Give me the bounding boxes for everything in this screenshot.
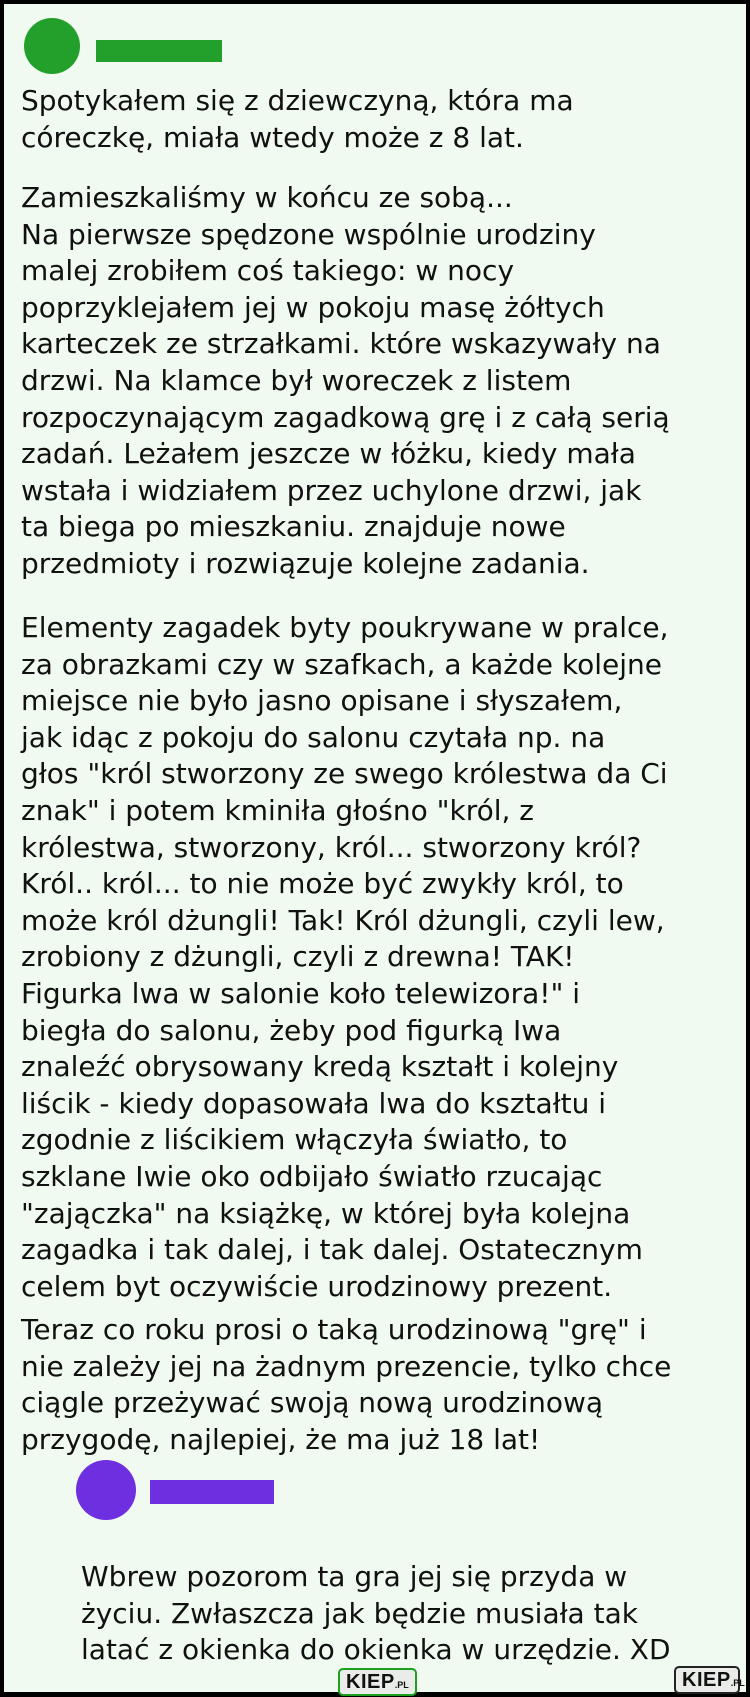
kiep-logo-center bbox=[338, 1668, 417, 1696]
kiep-logo-center-main: KIEP bbox=[346, 1671, 395, 1693]
meme-frame bbox=[4, 4, 746, 1692]
kiep-logo-right-main: KIEP bbox=[682, 1669, 731, 1691]
post-paragraph-3: Elementy zagadek byty poukrywane w pralce, za obrazkami czy w szafkach, a każde kolejne miejsce nie było jasno opisane i słyszałem, jak idąc z pokoju do salonu czytała np. na głos "król stworzony ze swego królestwa da Ci znak" i potem kminiła głośno "król, z królestwa, stworzony, król... stworzony król? Król.. król... to nie może być zwykły król, to może król dżungli! Tak! Król dżungli, czyli lew, zrobiony z dżungli, czyli z drewna! TAK! Figurka lwa w salonie koło telewizora!" i biegła do salonu, żeby pod figurką Iwa znaleźć obrysowany kredą kształt i kolejny liścik - kiedy dopasowała lwa do kształtu i zgodnie z liścikiem włączyła światło, to szklane Iwie oko odbijało światło rzucając "zajączka" na książkę, w której była kolejna zagadka i tak dalej, i tak dalej. Ostatecznym celem byt oczywiście urodzinowy prezent. bbox=[21, 611, 669, 1303]
post-paragraph-4: Teraz co roku prosi o taką urodzinową "grę" i nie zależy jej na żadnym prezencie, tylko chce ciągle przeżywać swoją nową urodzinową przygodę, najlepiej, że ma już 18 lat! bbox=[21, 1313, 672, 1456]
post-paragraph-2: Zamieszkaliśmy w końcu ze sobą... Na pierwsze spędzone wspólnie urodziny malej zrobiłem coś takiego: w nocy poprzyklejałem jej w pokoju masę żółtych karteczek ze strzałkami. które wskazywały na drzwi. Na klamce był woreczek z listem rozpoczynającym zagadkową grę i z całą serią zadań. Leżałem jeszcze w łóżku, kiedy mała wstała i widziałem przez uchylone drzwi, jak ta biega po mieszkaniu. znajduje nowe przedmioty i rozwiązuje kolejne zadania. bbox=[21, 181, 670, 580]
reply-header bbox=[76, 1460, 376, 1520]
post-author-name-redacted bbox=[96, 40, 222, 62]
post-avatar bbox=[24, 18, 80, 74]
reply-author-name-redacted bbox=[150, 1480, 274, 1504]
post-header bbox=[18, 16, 418, 76]
reply-avatar bbox=[76, 1460, 136, 1520]
kiep-logo-right-suffix: .PL bbox=[730, 1678, 745, 1688]
kiep-logo-center-suffix: .PL bbox=[394, 1680, 409, 1690]
kiep-logo-right bbox=[674, 1666, 745, 1694]
reply-text: Wbrew pozorom ta gra jej się przyda w życiu. Zwłaszcza jak będzie musiała tak latać z okienka do okienka w urzędzie. XD bbox=[81, 1560, 671, 1666]
post-paragraph-1: Spotykałem się z dziewczyną, która ma córeczkę, miała wtedy może z 8 lat. bbox=[21, 84, 574, 154]
